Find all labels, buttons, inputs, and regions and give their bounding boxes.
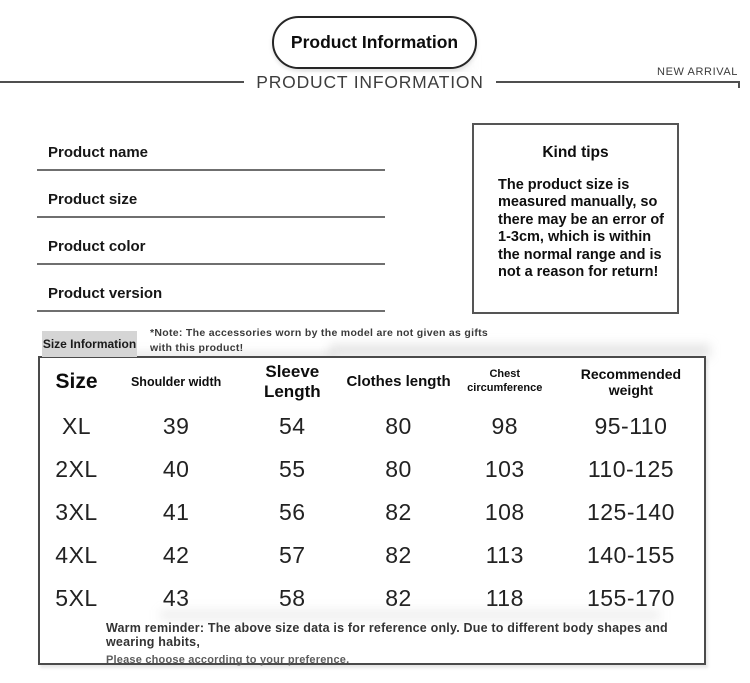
size-table xyxy=(38,356,706,665)
header-shoulder-width: Shoulder width xyxy=(130,374,222,389)
header-sleeve-length: Sleeve Length xyxy=(263,361,321,401)
cell-clothes: 82 xyxy=(385,499,412,525)
size-information-note: *Note: The accessories worn by the model are not given as gifts with this product! xyxy=(150,327,489,355)
warm-reminder-line2: Please choose according to your preference. xyxy=(106,654,350,666)
pill-title: Product Information xyxy=(290,32,459,52)
cell-sleeve: 56 xyxy=(279,499,306,525)
cell-shoulder: 42 xyxy=(162,542,190,568)
kind-tips-box xyxy=(472,123,679,314)
header-size: Size xyxy=(55,369,98,393)
field-label: Product name xyxy=(48,144,149,161)
cell-weight: 140-155 xyxy=(586,542,675,568)
cell-weight: 125-140 xyxy=(586,499,675,525)
header-recommended-weight: Recommended weight xyxy=(580,365,682,398)
section-title-wrap xyxy=(0,72,740,93)
size-information-label: Size Information xyxy=(42,331,137,357)
cell-sleeve: 58 xyxy=(279,585,306,611)
cell-size: 5XL xyxy=(55,585,98,611)
cell-clothes: 80 xyxy=(385,413,412,439)
cell-shoulder: 43 xyxy=(162,585,190,611)
header-chest-circumference: Chest circumference xyxy=(467,368,543,394)
product-information-pill xyxy=(272,16,477,69)
field-product-size xyxy=(37,171,385,218)
field-label: Product version xyxy=(48,285,163,302)
cell-shoulder: 40 xyxy=(162,456,190,482)
section-title: PRODUCT INFORMATION xyxy=(244,72,495,93)
cell-sleeve: 57 xyxy=(279,542,306,568)
cell-weight: 95-110 xyxy=(594,413,668,439)
cell-chest: 103 xyxy=(484,456,525,482)
cell-weight: 155-170 xyxy=(586,585,675,611)
size-table-row-2xl xyxy=(40,448,704,491)
kind-tips-body: The product size is measured manually, so there may be an error of 1-3cm, which is within the normal range and is not a reason for return! xyxy=(498,177,664,280)
field-label: Product color xyxy=(48,238,146,255)
header-clothes-length: Clothes length xyxy=(346,373,451,390)
cell-clothes: 80 xyxy=(385,456,412,482)
cell-sleeve: 54 xyxy=(279,413,306,439)
cell-shoulder: 39 xyxy=(162,413,190,439)
cell-chest: 108 xyxy=(484,499,525,525)
size-table-row-3xl xyxy=(40,491,704,534)
cell-shoulder: 41 xyxy=(162,499,190,525)
product-fields xyxy=(37,124,385,312)
field-label: Product size xyxy=(48,191,138,208)
cell-chest: 118 xyxy=(485,585,524,611)
cell-sleeve: 55 xyxy=(279,456,306,482)
cell-size: 4XL xyxy=(55,542,98,568)
size-table-row-xl xyxy=(40,405,704,448)
field-product-version xyxy=(37,265,385,312)
cell-clothes: 82 xyxy=(385,585,412,611)
size-table-footer xyxy=(40,613,704,666)
cell-size: 3XL xyxy=(55,499,98,525)
new-arrival-label: NEW ARRIVAL xyxy=(657,66,738,78)
cell-chest: 113 xyxy=(485,542,524,568)
field-product-color xyxy=(37,218,385,265)
cell-weight: 110-125 xyxy=(587,456,675,482)
kind-tips-title: Kind tips xyxy=(542,144,609,161)
cell-size: XL xyxy=(61,413,92,439)
cell-clothes: 82 xyxy=(385,542,412,568)
field-product-name xyxy=(37,124,385,171)
cell-size: 2XL xyxy=(55,456,98,482)
size-table-header-row xyxy=(40,358,704,405)
size-table-row-4xl xyxy=(40,534,704,577)
warm-reminder-line1: Warm reminder: The above size data is for reference only. Due to different body shapes and wearing habits, xyxy=(106,621,668,649)
cell-chest: 98 xyxy=(491,413,519,439)
